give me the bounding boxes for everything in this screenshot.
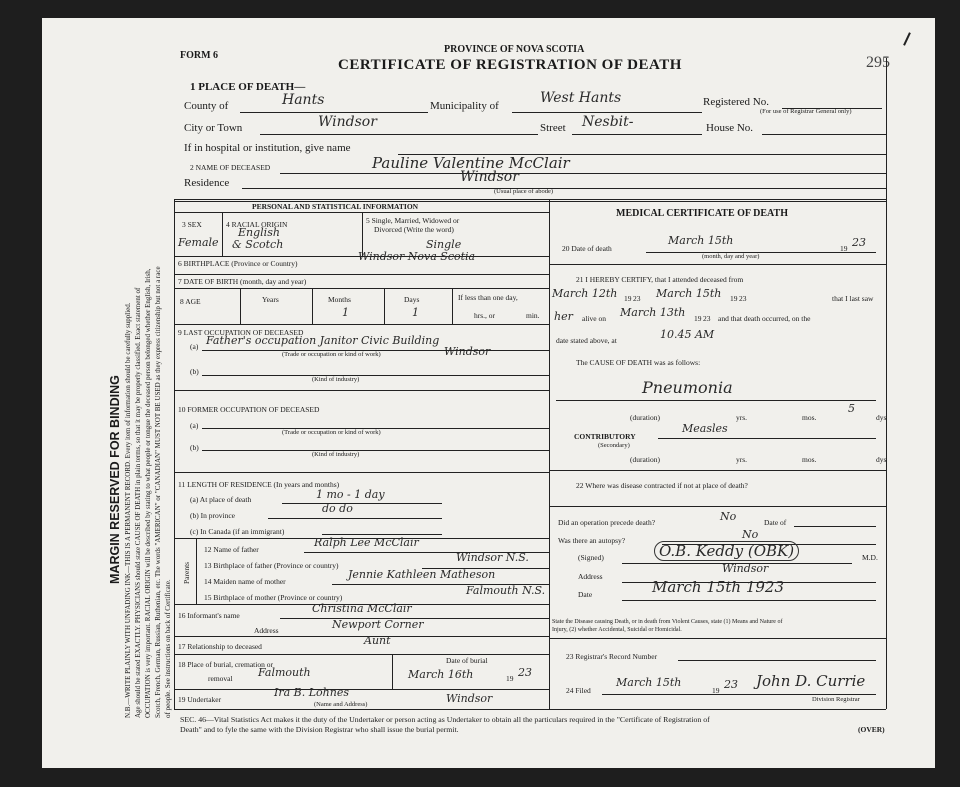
stated-above-label: date stated above, at xyxy=(556,336,617,345)
doctor-address-label: Address xyxy=(578,572,603,581)
county-value: Hants xyxy=(282,92,325,108)
at-place-value: 1 mo - 1 day xyxy=(316,488,385,501)
duration-label-2: (duration) xyxy=(630,455,660,464)
age-label: 8 AGE xyxy=(180,297,201,306)
yrs-label-1: yrs. xyxy=(736,413,748,422)
signed-label: (Signed) xyxy=(578,553,604,562)
former-occ-b-label: (b) xyxy=(190,443,199,452)
registrar-record-label: 23 Registrar's Record Number xyxy=(566,652,658,661)
sex-value: Female xyxy=(178,236,219,249)
age-div-1 xyxy=(240,288,241,324)
in-province-value: do do xyxy=(322,502,353,515)
attended-to-value: March 15th xyxy=(656,287,722,300)
secondary-label: (Secondary) xyxy=(598,442,630,449)
birthplace-value: Windsor Nova Scotia xyxy=(358,250,476,263)
dob-label: 7 DATE OF BIRTH (month, day and year) xyxy=(178,277,307,286)
in-province-label: (b) In province xyxy=(190,511,235,520)
undertaker-value: Ira B. Lohnes xyxy=(274,686,349,699)
row17-line xyxy=(174,654,549,655)
signature-value xyxy=(654,542,799,560)
nb-line-4: Scotch, French, German, Russian, Ruthenian, etc. The words "AMERICAN" or "CANADIAN" MUST NOT BE USED as they express citizenship but not a race xyxy=(154,266,162,718)
to-year-value: 23 xyxy=(739,294,747,303)
row8-line xyxy=(174,324,549,325)
filed-label: 24 Filed xyxy=(566,686,591,695)
informant-value: Christina McClair xyxy=(312,602,412,615)
burial-divider xyxy=(392,654,393,689)
burial-date-label: Date of burial xyxy=(446,656,488,665)
municipality-value: West Hants xyxy=(540,90,622,106)
last-occ-b-label: (b) xyxy=(190,367,199,376)
row16-line xyxy=(174,636,549,637)
violent-note-1: State the Disease causing Death, or in death from Violent Causes, state (1) Means and Nature of xyxy=(552,619,783,625)
parents-side-label: Parents xyxy=(182,561,191,584)
undertaker-note: (Name and Address) xyxy=(314,701,368,708)
nb-line-2: Age should be stated EXACTLY. PHYSICIANS should state CAUSE OF DEATH in plain terms, so that it may be properly classified. Exact statement of xyxy=(134,287,142,718)
days-value: 1 xyxy=(412,306,419,319)
form-number: FORM 6 xyxy=(180,50,219,61)
frame-right xyxy=(886,58,887,709)
burial-year-value: 23 xyxy=(518,666,532,679)
in-province-line xyxy=(268,518,442,519)
signature-text: O.B. Keddy (OBK) xyxy=(654,541,799,561)
cause-line xyxy=(556,400,876,401)
death-year-prefix: 19 xyxy=(840,244,848,253)
residence-note: (Usual place of abode) xyxy=(494,188,554,195)
mother-value: Jennie Kathleen Matheson xyxy=(348,568,496,581)
cert-date-line xyxy=(622,600,876,601)
violent-note-2: Injury, (2) whether Accidental, Suicidal or Homicidal. xyxy=(552,627,682,633)
mother-birthplace-label: 15 Birthplace of mother (Province or country) xyxy=(204,593,343,602)
birthplace-label: 6 BIRTHPLACE (Province or Country) xyxy=(178,259,298,268)
nb-line-1: N.B.—WRITE PLAINLY WITH UNFADING INK—THIS IS A PERMANENT RECORD. Every item of information should be carefully supplied. xyxy=(124,302,132,718)
filed-year-value: 23 xyxy=(724,678,738,691)
residence-label: Residence xyxy=(184,177,230,189)
frame-left xyxy=(174,199,175,709)
undertaker-label: 19 Undertaker xyxy=(178,695,222,704)
frame-mid xyxy=(549,199,550,709)
to-year-prefix: 19 xyxy=(730,294,738,303)
informant-label: 16 Informant's name xyxy=(178,611,240,620)
house-line xyxy=(762,134,886,135)
registrar-signature: John D. Currie xyxy=(756,672,866,690)
certify-text: 21 I HEREBY CERTIFY, that I attended deceased from xyxy=(576,275,744,284)
name-line xyxy=(280,173,886,174)
municipality-line xyxy=(512,112,702,113)
mos-label-1: mos. xyxy=(802,413,817,422)
contributory-line xyxy=(658,438,876,439)
father-value: Ralph Lee McClair xyxy=(314,536,419,549)
marital-label-1: 5 Single, Married, Widowed or xyxy=(366,216,460,225)
death-date-note: (month, day and year) xyxy=(702,253,760,260)
r-sep-1 xyxy=(549,264,886,265)
at-place-label: (a) At place of death xyxy=(190,495,252,504)
yrs-label-2: yrs. xyxy=(736,455,748,464)
last-occ-a-label: (a) xyxy=(190,342,199,351)
burial-date-value: March 16th xyxy=(408,668,474,681)
informant-address-label: Address xyxy=(254,626,279,635)
operation-value: No xyxy=(720,510,737,523)
footer-line-1: SEC. 46—Vital Statistics Act makes it the duty of the Undertaker or person acting as Undertaker to obtain all the particulars required in the "Certificate of Registration of xyxy=(180,715,710,724)
frame-bottom xyxy=(174,709,886,710)
racial-label: 4 RACIAL ORIGIN xyxy=(226,220,288,229)
death-date-label: 20 Date of death xyxy=(562,244,612,253)
her-value: her xyxy=(554,310,573,323)
dys-label-2: dys xyxy=(876,455,887,464)
disease-contracted-label: 22 Where was disease contracted if not at place of death? xyxy=(576,481,748,490)
relationship-value: Aunt xyxy=(364,634,391,647)
certificate-page xyxy=(42,18,935,768)
in-canada-label: (c) In Canada (if an immigrant) xyxy=(190,527,285,536)
page-number: 295 xyxy=(866,54,890,71)
parents-divider xyxy=(196,538,197,604)
burial-label-2: removal xyxy=(208,674,233,683)
deceased-name-value: Pauline Valentine McClair xyxy=(372,154,570,172)
death-date-value: March 15th xyxy=(668,234,734,247)
father-label: 12 Name of father xyxy=(204,545,259,554)
contributory-label: CONTRIBUTORY xyxy=(574,432,636,441)
less-than-day-label: If less than one day, xyxy=(458,293,518,302)
street-line xyxy=(572,134,702,135)
dys-label-1: dys xyxy=(876,413,887,422)
alive-on-label: alive on xyxy=(582,314,606,323)
duration-label-1: (duration) xyxy=(630,413,660,422)
row7-line xyxy=(174,288,549,289)
medical-heading: MEDICAL CERTIFICATE OF DEATH xyxy=(616,208,788,219)
death-date-line xyxy=(646,252,876,253)
street-value: Nesbit- xyxy=(582,114,634,130)
registered-note: (For use of Registrar General only) xyxy=(760,108,852,115)
cert-date-value: March 15th 1923 xyxy=(652,578,785,596)
hospital-label: If in hospital or institution, give name xyxy=(184,142,351,154)
from-year-prefix: 19 xyxy=(624,294,632,303)
age-div-2 xyxy=(312,288,313,324)
house-label: House No. xyxy=(706,122,754,134)
record-line xyxy=(678,660,876,661)
relationship-label: 17 Relationship to deceased xyxy=(178,642,262,651)
filed-value: March 15th xyxy=(616,676,682,689)
filed-year-prefix: 19 xyxy=(712,686,720,695)
marital-value: Single xyxy=(426,238,462,251)
footer-over: (OVER) xyxy=(858,725,885,734)
alive-date-value: March 13th xyxy=(620,306,686,319)
burial-label-1: 18 Place of burial, cremation or xyxy=(178,660,273,669)
r-sep-3 xyxy=(549,506,886,507)
duration-dys-value: 5 xyxy=(848,402,855,415)
racial-value-1: English xyxy=(238,226,280,239)
alive-year-prefix: 19 xyxy=(694,314,702,323)
last-occupation-label: 9 LAST OCCUPATION OF DECEASED xyxy=(178,328,304,337)
burial-year-prefix: 19 xyxy=(506,674,514,683)
city-line xyxy=(260,134,538,135)
death-time-value: 10.45 AM xyxy=(660,328,715,341)
county-line xyxy=(240,112,428,113)
last-occ-b-line xyxy=(202,375,549,376)
racial-value-2: & Scotch xyxy=(232,238,284,251)
deceased-name-label: 2 NAME OF DECEASED xyxy=(190,163,271,172)
personal-heading: PERSONAL AND STATISTICAL INFORMATION xyxy=(252,202,419,211)
sex-label: 3 SEX xyxy=(182,220,202,229)
certificate-title: CERTIFICATE OF REGISTRATION OF DEATH xyxy=(338,57,682,73)
registrar-note: Division Registrar xyxy=(812,696,860,703)
trade-note-2: (Trade or occupation or kind of work) xyxy=(282,429,381,436)
last-occupation-value-2: Windsor xyxy=(444,345,491,358)
operation-date-label: Date of xyxy=(764,518,787,527)
city-value: Windsor xyxy=(318,114,377,130)
former-occ-b-line xyxy=(202,450,549,451)
last-occupation-value: Father's occupation Janitor Civic Building xyxy=(206,334,440,347)
in-canada-line xyxy=(322,534,442,535)
row9-line xyxy=(174,390,549,391)
residence-line xyxy=(242,188,886,189)
industry-note-2: (Kind of industry) xyxy=(312,451,360,458)
at-place-line xyxy=(282,503,442,504)
r-sep-2 xyxy=(549,470,886,471)
hrs-label: hrs., or xyxy=(474,311,496,320)
row18-line xyxy=(174,689,549,690)
father-birthplace-value: Windsor N.S. xyxy=(456,551,529,564)
autopsy-value: No xyxy=(742,528,759,541)
trade-note-1: (Trade or occupation or kind of work) xyxy=(282,351,381,358)
row10-line xyxy=(174,472,549,473)
burial-place-value: Falmouth xyxy=(258,666,311,679)
operation-date-line xyxy=(794,526,876,527)
margin-note: MARGIN RESERVED FOR BINDING xyxy=(108,375,122,584)
md-label: M.D. xyxy=(862,553,878,562)
sex-divider xyxy=(222,212,223,256)
death-year-value: 23 xyxy=(852,236,866,249)
contributory-value: Measles xyxy=(682,422,728,435)
former-occupation-label: 10 FORMER OCCUPATION OF DECEASED xyxy=(178,405,320,414)
municipality-label: Municipality of xyxy=(430,100,499,112)
attended-from-value: March 12th xyxy=(552,287,618,300)
place-of-death-heading: 1 PLACE OF DEATH— xyxy=(190,81,306,93)
province-heading: PROVINCE OF NOVA SCOTIA xyxy=(444,44,585,55)
alive-year-value: 23 xyxy=(703,314,711,323)
cause-value: Pneumonia xyxy=(642,378,733,397)
years-label: Years xyxy=(262,295,279,304)
nb-line-3: OCCUPATION is very important. RACIAL ORIGIN will be described by stating to what people or tongue the deceased person belonged whether English, Irish, xyxy=(144,268,152,718)
former-occ-a-label: (a) xyxy=(190,421,199,430)
city-label: City or Town xyxy=(184,122,243,134)
months-label: Months xyxy=(328,295,351,304)
cause-label: The CAUSE OF DEATH was as follows: xyxy=(576,358,701,367)
doctor-address-value: Windsor xyxy=(722,562,769,575)
mos-label-2: mos. xyxy=(802,455,817,464)
undertaker-address-value: Windsor xyxy=(446,692,493,705)
filed-line xyxy=(602,694,876,695)
marital-label-2: Divorced (Write the word) xyxy=(374,225,454,234)
row6-line xyxy=(174,274,549,275)
r-sep-4 xyxy=(549,638,886,639)
industry-note-1: (Kind of industry) xyxy=(312,376,360,383)
registered-label: Registered No. xyxy=(703,96,769,108)
residence-value: Windsor xyxy=(460,169,519,185)
min-label: min. xyxy=(526,311,540,320)
tick-mark xyxy=(903,32,911,46)
mother-label: 14 Maiden name of mother xyxy=(204,577,286,586)
length-residence-label: 11 LENGTH OF RESIDENCE (In years and months) xyxy=(178,480,340,489)
street-label: Street xyxy=(540,122,566,134)
county-label: County of xyxy=(184,100,229,112)
from-year-value: 23 xyxy=(633,294,641,303)
nb-line-5: of people. See instructions on back of Certificate. xyxy=(164,579,172,718)
occurred-label: and that death occurred, on the xyxy=(718,314,811,323)
footer-line-2: Death" and to fyle the same with the Division Registrar who shall issue the burial permit. xyxy=(180,725,459,734)
cert-date-label: Date xyxy=(578,590,593,599)
operation-label: Did an operation precede death? xyxy=(558,518,656,527)
last-saw-label: that I last saw xyxy=(832,294,874,303)
months-value: 1 xyxy=(342,306,349,319)
mother-birthplace-value: Falmouth N.S. xyxy=(466,584,546,597)
autopsy-label: Was there an autopsy? xyxy=(558,536,626,545)
age-div-3 xyxy=(384,288,385,324)
father-birthplace-label: 13 Birthplace of father (Province or country) xyxy=(204,561,339,570)
age-div-4 xyxy=(452,288,453,324)
days-label: Days xyxy=(404,295,420,304)
informant-address-value: Newport Corner xyxy=(332,618,424,631)
